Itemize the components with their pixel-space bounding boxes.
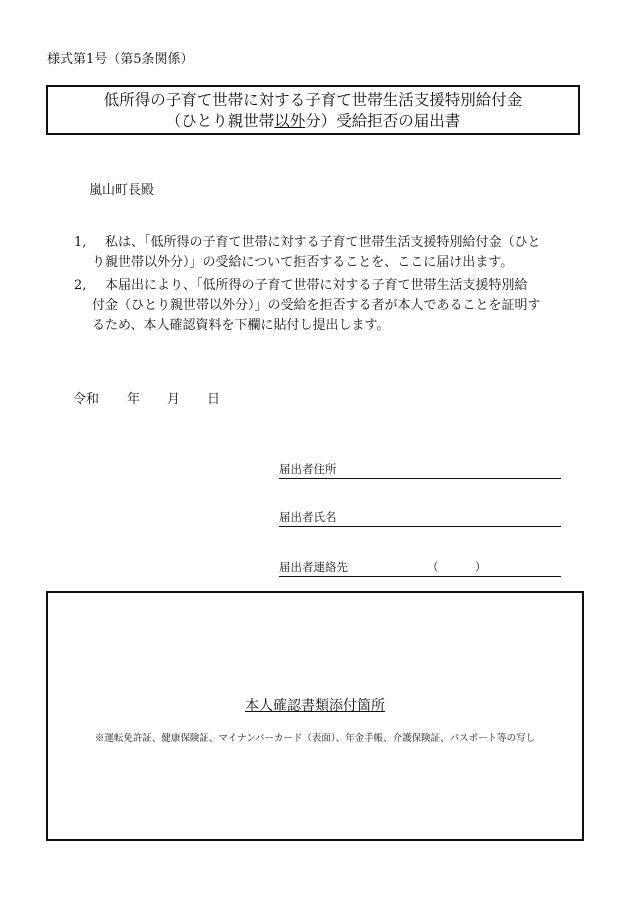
item-line: 本届出により、「低所得の子育て世帯に対する子育て世帯生活支援特別給: [92, 278, 528, 293]
address-label: 届出者住所: [279, 462, 337, 476]
title-line-2-pre: （ひとり親世帯: [165, 112, 275, 130]
title-line-1: 低所得の子育て世帯に対する子育て世帯生活支援特別給付金: [103, 91, 523, 109]
form-title: [46, 85, 580, 135]
contact-paren-close: ）: [475, 560, 487, 574]
item-line: 付金（ひとり親世帯以外分）」の受給を拒否する者が本人であることを証明す: [92, 298, 541, 313]
attachment-note: ※運転免許証、健康保険証、マイナンバーカード（表面）、年金手帳、介護保険証、パスポート等の写し: [94, 733, 536, 744]
date-year[interactable]: 年: [127, 392, 141, 407]
contact-label: 届出者連絡先: [279, 560, 348, 574]
date-era: 令和: [73, 392, 100, 407]
item-number: 2,: [74, 278, 87, 293]
attachment-title: 本人確認書類添付箇所: [245, 698, 385, 714]
item-line: るため、本人確認資料を下欄に貼付し提出します。: [92, 318, 390, 333]
date-row: [73, 388, 220, 407]
date-day[interactable]: 日: [207, 392, 221, 407]
item-line: 私は、「低所得の子育て世帯に対する子育て世帯生活支援特別給付金（ひと: [92, 235, 541, 250]
item-number: 1,: [74, 235, 87, 250]
id-document-attachment-area[interactable]: [46, 591, 584, 841]
item-line: り親世帯以外分）」の受給について拒否することを、ここに届け出ます。: [92, 255, 514, 270]
contact-paren-open: （: [427, 560, 439, 574]
applicant-name-field[interactable]: [279, 510, 561, 527]
date-month[interactable]: 月: [167, 392, 181, 407]
title-underlined-word: 以外: [274, 112, 306, 130]
form-number: 様式第1号（第5条関係）: [47, 52, 194, 67]
applicant-address-field[interactable]: [279, 462, 561, 479]
name-label: 届出者氏名: [279, 510, 337, 524]
title-line-2-post: 分）受給拒否の届出書: [305, 112, 461, 130]
title-line-2: [48, 111, 578, 132]
addressee: 嵐山町長殿: [89, 183, 155, 198]
applicant-contact-field[interactable]: [279, 560, 561, 577]
